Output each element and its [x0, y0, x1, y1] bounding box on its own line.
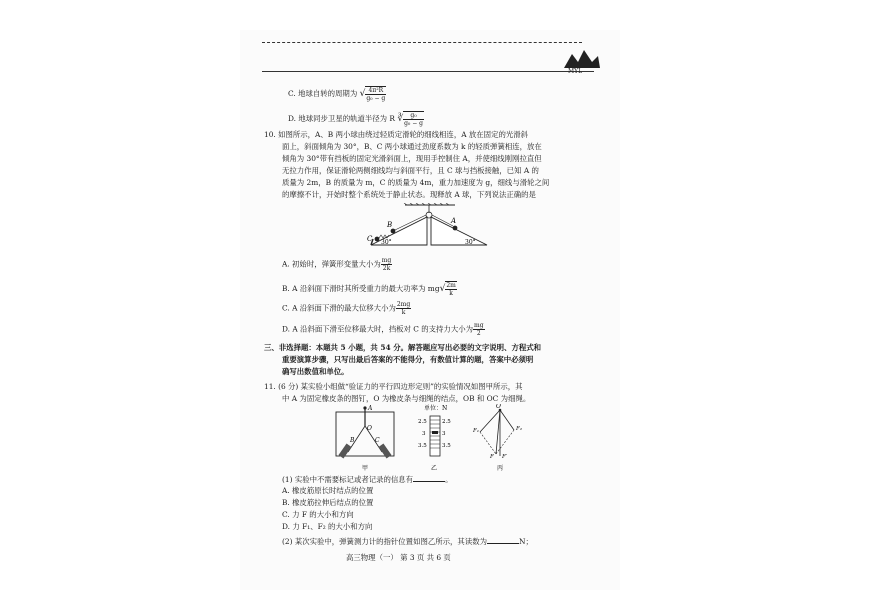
- left-incline: [371, 217, 427, 245]
- ball-a: [453, 226, 458, 231]
- answer-blank-2: [487, 536, 519, 544]
- q11-sub1: (1) 实验中不需要标记或者记录的信息有 。: [282, 475, 453, 484]
- svg-text:乙: 乙: [431, 465, 438, 472]
- q10-option-c: C. A 沿斜面下滑的最大位移大小为 $\frac{2mg}{k}$: [282, 301, 411, 316]
- q10-line-5: 质量为 2m，B 的质量为 m，C 的质量为 4m，重力加速度为 g，细线与滑轮之间: [282, 178, 550, 187]
- ball-b: [391, 229, 396, 234]
- angle-left: 30°: [381, 239, 392, 246]
- section3-line-2: 重要演算步骤，只写出最后答案的不能得分，有数值计算的题，答案中必须明: [282, 355, 534, 364]
- svg-text:3: 3: [442, 431, 446, 437]
- svg-text:F: F: [490, 454, 494, 460]
- svg-text:3.5: 3.5: [442, 443, 451, 449]
- svg-text:F′: F′: [502, 454, 508, 460]
- label-b: B: [387, 221, 393, 229]
- angle-right: 30°: [465, 239, 476, 246]
- q10-option-b: B. A 沿斜面下滑时其所受重力的最大功率为 mg√ $\frac{2m}{k}$: [282, 282, 456, 297]
- q11-option-c: C. 力 F 的大小和方向: [282, 510, 354, 519]
- svg-text:C: C: [375, 437, 380, 444]
- q11-option-a: A. 橡皮筋原长时结点的位置: [282, 486, 374, 495]
- q10-line-4: 无拉力作用，保证滑轮两侧细线均与斜面平行，且 C 球与挡板接触，已知 A 的: [282, 166, 539, 175]
- publisher-logo: [562, 46, 602, 74]
- figure-bing: [472, 404, 522, 472]
- q11-line-1: 11. (6 分) 某实验小组做“验证力的平行四边形定则”的实验情况如图甲所示，其: [264, 382, 523, 391]
- q9-option-d: D. 地球同步卫星的轨道半径为 R ∛ $\frac{\text{g₀}}{\text{g₀ − g}}$: [288, 112, 424, 127]
- svg-text:F₂: F₂: [516, 426, 523, 432]
- svg-text:F₁: F₁: [473, 428, 480, 434]
- answer-blank-1: [413, 474, 445, 482]
- q10-line-1: 10. 如图所示，A、B 两小球由绕过轻质定滑轮的细线相连，A 放在固定的光滑斜: [264, 130, 529, 139]
- label-c: C: [367, 235, 373, 243]
- q11-line-2: 中 A 为固定橡皮条的图钉，O 为橡皮条与细绳的结点，OB 和 OC 为细绳。: [282, 394, 531, 403]
- pin-a: [363, 406, 366, 409]
- q10-line-3: 倾角为 30°带有挡板的固定光滑斜面上，现用手控制住 A，并使细线刚刚拉直但: [282, 154, 542, 163]
- header-dashed-rule: [262, 42, 582, 43]
- ball-c: [375, 237, 380, 242]
- svg-text:O: O: [496, 404, 501, 410]
- right-incline: [431, 217, 487, 245]
- figure-jia: [336, 405, 394, 472]
- page-footer: 高三物理（一） 第 3 页 共 6 页: [346, 553, 451, 562]
- svg-text:2.5: 2.5: [442, 419, 451, 425]
- q10-option-d: D. A 沿斜面下滑至位移最大时，挡板对 C 的支持力大小为 $\frac{mg}{2}$: [282, 322, 484, 337]
- q11-option-d: D. 力 F₁、F₂ 的大小和方向: [282, 522, 373, 531]
- q10-line-6: 的摩擦不计，开始时整个系统处于静止状态。现释放 A 球，下列说法正确的是: [282, 190, 536, 199]
- q10-option-a: A. 初始时，弹簧形变量大小为 $\frac{mg}{2k}$: [282, 257, 392, 272]
- svg-text:丙: 丙: [497, 465, 504, 472]
- q10-incline-figure: [365, 203, 495, 249]
- svg-text:3.5: 3.5: [418, 443, 427, 449]
- q9-option-c: C. 地球自转的周期为 √ $\frac{\text{4π²R}}{\text{g₀ − g}}$: [288, 87, 386, 102]
- header-rule: [262, 71, 594, 72]
- section3-line-1: 三、非选择题：本题共 5 小题，共 54 分。解答题应写出必要的文字说明、方程式和: [264, 343, 542, 352]
- svg-text:2.5: 2.5: [418, 419, 427, 425]
- svg-text:B: B: [350, 437, 355, 444]
- label-a: A: [451, 217, 457, 225]
- svg-text:单位：N: 单位：N: [424, 405, 448, 412]
- q10-line-2: 面上，斜面倾角为 30°，B、C 两小球通过劲度系数为 k 的轻质弹簧相连，放在: [282, 142, 542, 151]
- scale-pointer: [432, 431, 438, 434]
- svg-text:甲: 甲: [362, 465, 369, 472]
- q11-figures: [330, 404, 590, 472]
- section3-line-3: 确写出数值和单位。: [282, 367, 349, 376]
- svg-text:O: O: [367, 425, 372, 432]
- q11-option-b: B. 橡皮筋拉伸后结点的位置: [282, 498, 374, 507]
- svg-text:A: A: [368, 405, 373, 412]
- svg-text:3: 3: [422, 431, 426, 437]
- logo-text: MYL: [568, 68, 583, 74]
- figure-yi: [418, 404, 451, 472]
- q11-sub2: (2) 某次实验中，弹簧测力计的指针位置如图乙所示，其读数为 N；: [282, 537, 533, 546]
